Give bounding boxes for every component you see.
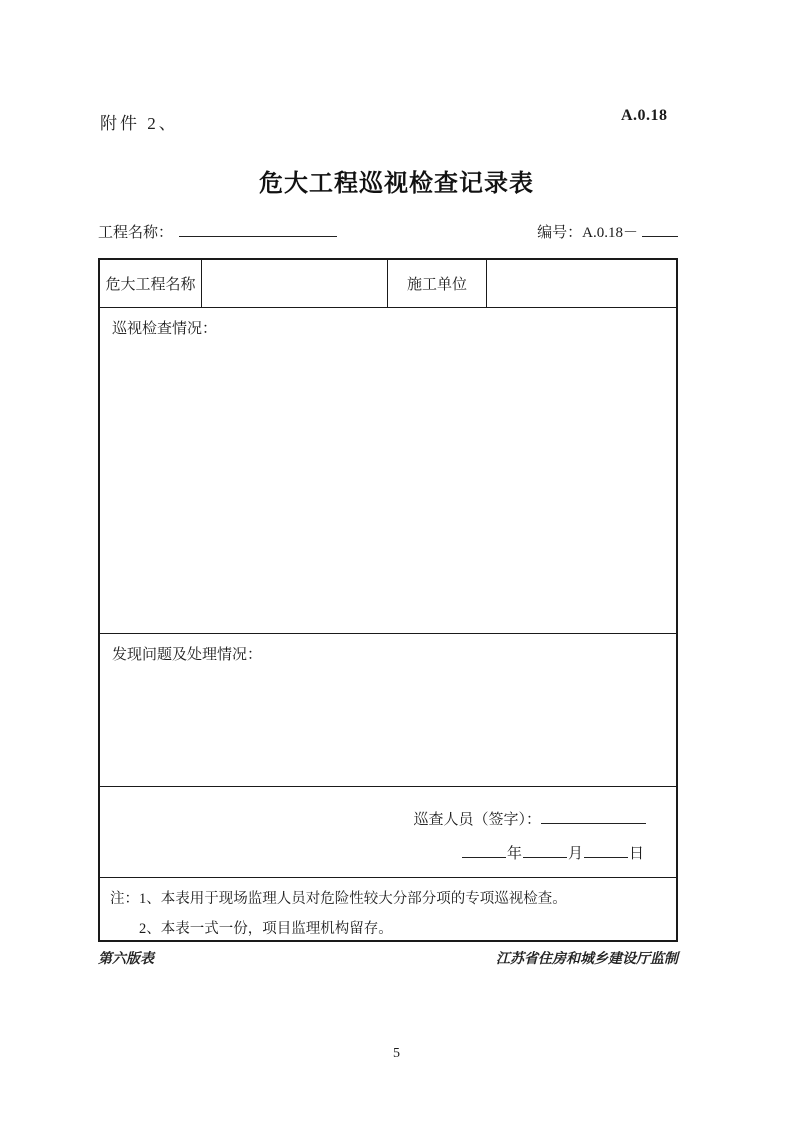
meta-row (98, 221, 678, 242)
construction-unit-label: 施工单位 (387, 260, 486, 307)
inspection-situation-cell (100, 307, 676, 633)
inspection-situation-label: 巡视检查情况： (112, 321, 218, 337)
inspector-signature-label: 巡查人员（签字）： (413, 812, 541, 828)
project-name-blank (179, 223, 337, 237)
note-line-1: 注：1、本表用于现场监理人员对危险性较大分部分项的专项巡视检查。 (110, 891, 567, 907)
signature-cell (100, 786, 676, 877)
year-blank (462, 844, 506, 858)
form-number-label: 编号：A.0.18－ (537, 225, 638, 241)
year-label: 年 (506, 846, 522, 862)
problems-handling-label: 发现问题及处理情况： (112, 647, 263, 663)
document-footer (98, 948, 678, 968)
notes-cell (100, 877, 676, 940)
form-title: 危大工程巡视检查记录表 (259, 170, 534, 197)
form-code-label: A.0.18 (621, 107, 668, 124)
attachment-label: 附件 2、 (100, 114, 179, 133)
footer-edition-label: 第六版表 (98, 952, 154, 967)
signature-block (413, 808, 646, 863)
date-line (413, 842, 644, 863)
construction-unit-value-cell (486, 260, 676, 307)
footer-issuer-label: 江苏省住房和城乡建设厅监制 (496, 952, 678, 967)
month-label: 月 (567, 846, 583, 862)
page-number: 5 (393, 1046, 400, 1061)
month-blank (523, 844, 567, 858)
signature-blank (541, 810, 646, 824)
table-header-row (100, 260, 676, 307)
problems-handling-cell (100, 633, 676, 786)
form-number-field (537, 221, 678, 242)
note-line-2: 2、本表一式一份，项目监理机构留存。 (139, 921, 393, 937)
day-label: 日 (628, 846, 644, 862)
day-blank (584, 844, 628, 858)
inspector-signature-line (413, 808, 646, 829)
record-form-table (98, 258, 678, 942)
project-name-label: 工程名称： (98, 225, 174, 241)
form-number-blank (642, 223, 678, 237)
hazard-project-name-value-cell (201, 260, 387, 307)
hazard-project-name-label: 危大工程名称 (105, 277, 196, 293)
project-name-field (98, 221, 337, 242)
